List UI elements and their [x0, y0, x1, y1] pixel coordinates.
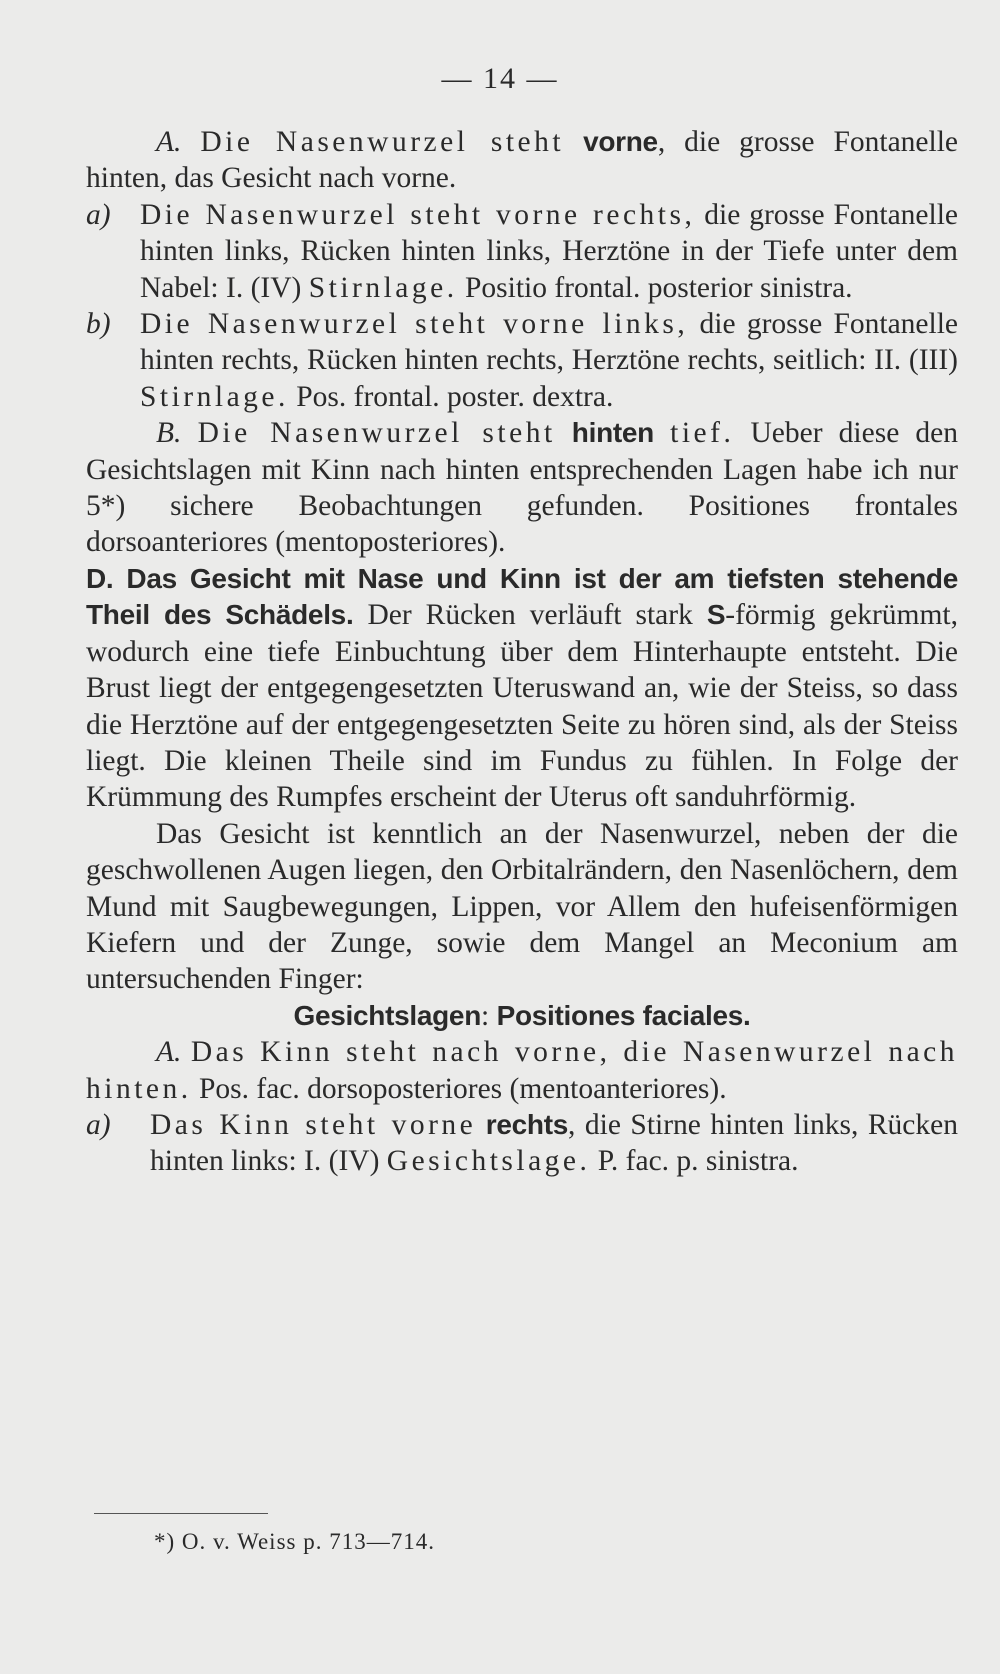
section-a-bold: vorne	[583, 126, 658, 157]
section-b-text: Ueber diese den Gesichtslagen mit Kinn nach hinten entsprechenden Lagen habe ich nur 5*) sichere Beobachtungen gefunden. Positiones frontales dorsoanteriores (mentoposteriores).	[86, 417, 959, 559]
heading-separator: :	[481, 999, 497, 1032]
section-a-text: , die grosse Fontanelle hinten, das Gesicht nach vorne.	[86, 126, 959, 195]
page-body	[86, 124, 958, 1180]
item-b1-paragraph	[86, 306, 958, 415]
section-b-lead: Die Nasenwurzel steht	[197, 417, 556, 450]
item-b1-label: b)	[86, 308, 111, 341]
item-b1-lead: Die Nasenwurzel steht vorne links,	[140, 308, 689, 341]
item-a2-bold: rechts	[485, 1108, 569, 1140]
section-d-paragraph	[86, 561, 958, 816]
section-d-bold-s: S	[706, 599, 726, 631]
section-a-label: A.	[156, 126, 182, 158]
section-d-bold-lead: D. Das Gesicht mit Nase und Kinn ist der am tiefsten stehende Theil des Schädels.	[86, 562, 958, 631]
item-a2-paragraph	[86, 1107, 958, 1180]
footnote-rule	[94, 1513, 268, 1514]
footnote: *) O. v. Weiss p. 713—714.	[154, 1529, 435, 1554]
item-a1-tail: Positio frontal. posterior sinistra.	[457, 271, 853, 304]
item-a1-lead: Die Nasenwurzel steht vorne rechts,	[140, 198, 696, 231]
section-heading	[86, 998, 958, 1034]
section-a2-lead: Das Kinn steht nach vorne, die Nasenwurzel nach hinten.	[86, 1036, 959, 1105]
section-a2-label: A.	[156, 1036, 182, 1069]
section-d-text-1: Der Rücken verläuft stark	[353, 599, 707, 632]
item-b1-tail: Pos. frontal. poster. dextra.	[288, 380, 614, 413]
item-b1-text: die grosse Fontanelle hinten rechts, Rücken hinten rechts, Herztöne rechts, seitlich: II. (III)	[140, 308, 958, 377]
heading-left: Gesichtslagen	[293, 999, 482, 1031]
heading-right: Positiones faciales.	[496, 999, 751, 1031]
section-b-paragraph	[86, 415, 958, 561]
section-a-lead: Die Nasenwurzel steht	[200, 126, 565, 158]
item-a1-text: die grosse Fontanelle hinten links, Rücken hinten links, Herztöne in der Tiefe unter dem Nabel: I. (IV)	[140, 198, 958, 304]
section-b-after: tief.	[670, 417, 735, 450]
item-a1-paragraph	[86, 197, 958, 306]
item-a2-label: a)	[86, 1108, 111, 1141]
section-b-bold: hinten	[571, 417, 654, 449]
item-a2-lead: Das Kinn steht vorne	[150, 1108, 477, 1141]
page-number: — 14 —	[441, 62, 559, 95]
face-paragraph: Das Gesicht ist kenntlich an der Nasenwurzel, neben der die geschwollenen Augen liegen, den Orbitalrändern, den Nasenlöchern, dem Mund mit Saugbewegungen, Lippen, vor Allem den hufeisenförmigen Kiefern und der Zunge, sowie dem Mangel an Meconium am untersuchenden Finger:	[86, 817, 958, 996]
item-a2-text: , die Stirne hinten links, Rücken hinten links: I. (IV)	[150, 1108, 958, 1178]
item-a2-tail: P. fac. p. sinistra.	[590, 1145, 799, 1178]
item-a1-term: Stirnlage.	[308, 271, 458, 304]
section-a-paragraph	[86, 124, 958, 197]
item-a1-label: a)	[86, 198, 111, 231]
item-a2-term: Gesichtslage.	[386, 1145, 591, 1178]
section-a2-paragraph	[86, 1034, 958, 1107]
section-d-text-2: -förmig gekrümmt, wodurch eine tiefe Einbuchtung über dem Hinterhaupte entsteht. Die Brust liegt der entgegengesetzten Uteruswand an, wie der Steiss, so dass die Herztöne auf der entgegengesetzten Seite zu hören sind, als der Steiss liegt. Die kleinen Theile sind im Fundus zu fühlen. In Folge der Krümmung des Rumpfes erscheint der Uterus oft sanduhrförmig.	[86, 599, 958, 814]
section-a2-text: Pos. fac. dorsoposteriores (mentoanteriores).	[191, 1072, 727, 1105]
item-b1-term: Stirnlage.	[140, 380, 289, 413]
section-b-label: B.	[156, 417, 182, 450]
